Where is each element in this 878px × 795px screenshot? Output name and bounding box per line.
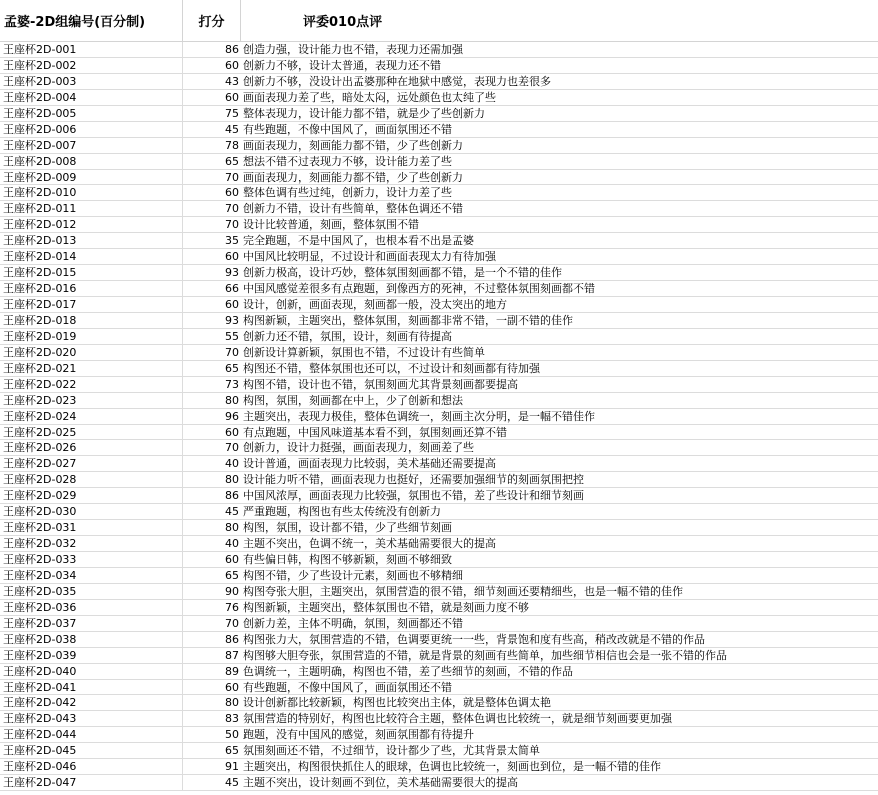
cell-comment[interactable]: 有些跑题，不像中国风了，画面氛围还不错 xyxy=(243,122,452,136)
table-row xyxy=(0,90,878,106)
cell-comment[interactable]: 主题突出，构图很快抓住人的眼球，色调也比较统一，刻画也到位，是一幅不错的佳作 xyxy=(243,760,661,774)
cell-comment[interactable]: 氛围营造的特别好，构图也比较符合主题，整体色调也比较统一，就是细节刻画要更加强 xyxy=(243,712,672,726)
cell-id[interactable]: 王座杯2D-002 xyxy=(0,58,183,73)
cell-id[interactable]: 王座杯2D-047 xyxy=(0,775,183,790)
cell-id[interactable]: 王座杯2D-009 xyxy=(0,170,183,185)
cell-score[interactable]: 45 xyxy=(225,122,239,136)
cell-score[interactable]: 90 xyxy=(225,584,239,598)
table-row xyxy=(0,695,878,711)
cell-comment[interactable]: 整体色调有些过纯，创新力，设计力差了些 xyxy=(243,186,452,200)
table-row xyxy=(0,265,878,281)
cell-comment[interactable]: 画面表现力，刻画能力都不错，少了些创新力 xyxy=(243,138,463,152)
table-row xyxy=(0,504,878,520)
cell-id[interactable]: 王座杯2D-037 xyxy=(0,616,183,631)
table-row xyxy=(0,680,878,696)
cell-comment[interactable]: 设计能力听不错，画面表现力也挺好，还需要加强细节的刻画氛围把控 xyxy=(243,473,584,487)
cell-score[interactable]: 60 xyxy=(225,250,239,264)
cell-id[interactable]: 王座杯2D-011 xyxy=(0,201,183,216)
cell-id[interactable]: 王座杯2D-043 xyxy=(0,711,183,726)
cell-comment[interactable]: 构图夸张大胆，主题突出，氛围营造的很不错，细节刻画还要精细些，也是一幅不错的佳作 xyxy=(243,584,683,598)
cell-score[interactable]: 86 xyxy=(225,43,239,56)
cell-id[interactable]: 王座杯2D-025 xyxy=(0,425,183,440)
cell-score[interactable]: 76 xyxy=(225,600,239,614)
table-row xyxy=(0,727,878,743)
cell-id[interactable]: 王座杯2D-034 xyxy=(0,568,183,583)
table-row xyxy=(0,170,878,186)
cell-comment[interactable]: 有些偏日韩，构图不够新颖，刻画不够细致 xyxy=(243,553,452,566)
cell-id[interactable]: 王座杯2D-016 xyxy=(0,281,183,296)
cell-id[interactable]: 王座杯2D-041 xyxy=(0,680,183,695)
cell-id[interactable]: 王座杯2D-004 xyxy=(0,90,183,105)
table-row xyxy=(0,711,878,727)
table-row xyxy=(0,217,878,233)
table-row xyxy=(0,249,878,265)
cell-id[interactable]: 王座杯2D-031 xyxy=(0,520,183,535)
cell-comment[interactable]: 构图张力大，氛围营造的不错，色调要更统一一些，背景饱和度有些高，稍改改就是不错的作品 xyxy=(243,632,705,646)
cell-id[interactable]: 王座杯2D-014 xyxy=(0,249,183,264)
cell-comment[interactable]: 色调统一，主题明确，构图也不错，差了些细节的刻画，不错的作品 xyxy=(243,664,573,678)
cell-score[interactable]: 78 xyxy=(225,138,239,152)
cell-score[interactable]: 70 xyxy=(225,441,239,455)
cell-comment[interactable]: 严重跑题，构图也有些太传统没有创新力 xyxy=(243,505,441,519)
table-row xyxy=(0,568,878,584)
cell-id[interactable]: 王座杯2D-013 xyxy=(0,233,183,248)
cell-comment[interactable]: 创新力，设计力挺强，画面表现力，刻画差了些 xyxy=(243,441,474,455)
cell-comment[interactable]: 创新力差，主体不明确，氛围，刻画都还不错 xyxy=(243,616,463,630)
table-row xyxy=(0,313,878,329)
header-row xyxy=(0,0,878,42)
cell-score[interactable]: 70 xyxy=(225,616,239,630)
cell-score[interactable]: 86 xyxy=(225,489,239,503)
table-row xyxy=(0,154,878,170)
cell-comment[interactable]: 创新力极高，设计巧妙，整体氛围刻画都不错，是一个不错的佳作 xyxy=(243,266,562,280)
cell-id[interactable]: 王座杯2D-046 xyxy=(0,759,183,774)
cell-comment[interactable]: 创新力不够，没设计出孟婆那种在地狱中感觉，表现力也差很多 xyxy=(243,74,551,88)
cell-score[interactable]: 75 xyxy=(225,106,239,120)
cell-score[interactable]: 60 xyxy=(225,425,239,439)
cell-id[interactable]: 王座杯2D-019 xyxy=(0,329,183,344)
cell-comment[interactable]: 整体表现力，设计能力都不错，就是少了些创新力 xyxy=(243,106,485,120)
cell-score[interactable]: 60 xyxy=(225,298,239,311)
cell-id[interactable]: 王座杯2D-032 xyxy=(0,536,183,551)
cell-comment[interactable]: 氛围刻画还不错，不过细节，设计都少了些，尤其背景太简单 xyxy=(243,744,540,758)
cell-comment[interactable]: 创新力不错，设计有些简单，整体色调还不错 xyxy=(243,202,463,216)
table-row xyxy=(0,409,878,425)
table-row xyxy=(0,42,878,58)
table-row xyxy=(0,233,878,249)
cell-score[interactable]: 70 xyxy=(225,218,239,232)
cell-score[interactable]: 60 xyxy=(225,58,239,72)
cell-id[interactable]: 王座杯2D-033 xyxy=(0,552,183,567)
cell-id[interactable]: 王座杯2D-001 xyxy=(0,42,183,57)
cell-score[interactable]: 60 xyxy=(225,186,239,200)
cell-score[interactable]: 93 xyxy=(225,313,239,327)
cell-score[interactable]: 43 xyxy=(225,74,239,88)
table-row xyxy=(0,648,878,664)
cell-id[interactable]: 王座杯2D-008 xyxy=(0,154,183,169)
cell-comment[interactable]: 设计，创新，画面表现，刻画都一般，没太突出的地方 xyxy=(243,298,507,311)
cell-score[interactable]: 89 xyxy=(225,664,239,678)
cell-id[interactable]: 王座杯2D-010 xyxy=(0,185,183,200)
table-row xyxy=(0,520,878,536)
table-row xyxy=(0,281,878,297)
cell-score[interactable]: 65 xyxy=(225,744,239,758)
cell-score[interactable]: 50 xyxy=(225,728,239,742)
cell-score[interactable]: 60 xyxy=(225,553,239,566)
cell-score[interactable]: 80 xyxy=(225,393,239,407)
table-row xyxy=(0,393,878,409)
cell-id[interactable]: 王座杯2D-018 xyxy=(0,313,183,328)
table-row xyxy=(0,775,878,791)
table-body xyxy=(0,42,878,791)
cell-id[interactable]: 王座杯2D-028 xyxy=(0,472,183,487)
cell-score[interactable]: 80 xyxy=(225,473,239,487)
cell-comment[interactable]: 构图不错，少了些设计元素，刻画也不够精细 xyxy=(243,568,463,582)
cell-id[interactable]: 王座杯2D-015 xyxy=(0,265,183,280)
cell-score[interactable]: 83 xyxy=(225,712,239,726)
cell-comment[interactable]: 画面表现力差了些，暗处太闷，远处颜色也太纯了些 xyxy=(243,90,496,104)
cell-id[interactable]: 王座杯2D-024 xyxy=(0,409,183,424)
cell-comment[interactable]: 构图新颖，主题突出，整体氛围，刻画都非常不错，一副不错的佳作 xyxy=(243,313,573,327)
cell-score[interactable]: 45 xyxy=(225,505,239,519)
cell-comment[interactable]: 中国风感觉差很多有点跑题，到像西方的死神，不过整体氛围刻画都不错 xyxy=(243,282,595,296)
cell-score[interactable]: 66 xyxy=(225,282,239,296)
cell-comment[interactable]: 设计普通，画面表现力比较弱，美术基础还需要提高 xyxy=(243,457,496,471)
table-row xyxy=(0,122,878,138)
table-row xyxy=(0,759,878,775)
cell-score[interactable]: 73 xyxy=(225,377,239,391)
cell-comment[interactable]: 构图够大胆夸张，氛围营造的不错，就是背景的刻画有些简单，加些细节相信也会是一张不错的作品 xyxy=(243,648,727,662)
cell-id[interactable]: 王座杯2D-039 xyxy=(0,648,183,663)
table-row xyxy=(0,632,878,648)
cell-score[interactable]: 70 xyxy=(225,345,239,359)
cell-id[interactable]: 王座杯2D-003 xyxy=(0,74,183,89)
table-row xyxy=(0,440,878,456)
cell-score[interactable]: 40 xyxy=(225,537,239,551)
table-row xyxy=(0,345,878,361)
cell-id[interactable]: 王座杯2D-036 xyxy=(0,600,183,615)
cell-comment[interactable]: 创新力不够，设计太普通，表现力还不错 xyxy=(243,58,441,72)
cell-id[interactable]: 王座杯2D-029 xyxy=(0,488,183,503)
cell-score[interactable]: 55 xyxy=(225,329,239,343)
cell-id[interactable]: 王座杯2D-022 xyxy=(0,377,183,392)
table-row xyxy=(0,536,878,552)
table-row xyxy=(0,58,878,74)
cell-score[interactable]: 96 xyxy=(225,409,239,423)
cell-comment[interactable]: 主题不突出，色调不统一，美术基础需要很大的提高 xyxy=(243,537,496,551)
cell-comment[interactable]: 完全跑题，不是中国风了，也根本看不出是孟婆 xyxy=(243,234,474,248)
table-row xyxy=(0,297,878,313)
cell-id[interactable]: 王座杯2D-030 xyxy=(0,504,183,519)
cell-comment[interactable]: 跑题，没有中国风的感觉，刻画氛围都有待提升 xyxy=(243,728,474,742)
table-row xyxy=(0,584,878,600)
cell-id[interactable]: 王座杯2D-045 xyxy=(0,743,183,758)
table-row xyxy=(0,552,878,568)
cell-score[interactable]: 80 xyxy=(225,696,239,710)
cell-comment[interactable]: 创新力还不错，氛围，设计，刻画有待提高 xyxy=(243,329,452,343)
header-comment[interactable]: 评委010点评 xyxy=(303,15,383,30)
cell-comment[interactable]: 创造力强，设计能力也不错，表现力还需加强 xyxy=(243,43,463,56)
header-id[interactable]: 孟婆-2D组编号(百分制) xyxy=(0,0,183,41)
cell-score[interactable]: 86 xyxy=(225,632,239,646)
cell-id[interactable]: 王座杯2D-006 xyxy=(0,122,183,137)
cell-comment[interactable]: 主题突出，表现力极佳，整体色调统一，刻画主次分明，是一幅不错佳作 xyxy=(243,409,595,423)
cell-id[interactable]: 王座杯2D-040 xyxy=(0,664,183,679)
cell-comment[interactable]: 构图，氛围，设计都不错，少了些细节刻画 xyxy=(243,521,452,535)
cell-id[interactable]: 王座杯2D-044 xyxy=(0,727,183,742)
table-row xyxy=(0,600,878,616)
table-row xyxy=(0,616,878,632)
cell-id[interactable]: 王座杯2D-035 xyxy=(0,584,183,599)
cell-id[interactable]: 王座杯2D-023 xyxy=(0,393,183,408)
table-row xyxy=(0,377,878,393)
cell-comment[interactable]: 有点跑题，中国风味道基本看不到，氛围刻画还算不错 xyxy=(243,425,507,439)
cell-id[interactable]: 王座杯2D-017 xyxy=(0,297,183,312)
cell-score[interactable]: 70 xyxy=(225,202,239,216)
cell-comment[interactable]: 主题不突出，设计刻画不到位，美术基础需要很大的提高 xyxy=(243,776,518,790)
table-row xyxy=(0,74,878,90)
cell-comment[interactable]: 构图，氛围，刻画都在中上，少了创新和想法 xyxy=(243,393,463,407)
table-row xyxy=(0,743,878,759)
cell-comment[interactable]: 构图新颖，主题突出，整体氛围也不错，就是刻画力度不够 xyxy=(243,600,529,614)
cell-id[interactable]: 王座杯2D-021 xyxy=(0,361,183,376)
cell-comment[interactable]: 设计创新都比较新颖，构图也比较突出主体，就是整体色调太艳 xyxy=(243,696,551,710)
table-row xyxy=(0,185,878,201)
cell-id[interactable]: 王座杯2D-007 xyxy=(0,138,183,153)
cell-id[interactable]: 王座杯2D-027 xyxy=(0,456,183,471)
cell-comment[interactable]: 设计比较普通，刻画，整体氛围不错 xyxy=(243,218,419,232)
cell-id[interactable]: 王座杯2D-026 xyxy=(0,440,183,455)
table-row xyxy=(0,472,878,488)
cell-score[interactable]: 65 xyxy=(225,154,239,168)
cell-comment[interactable]: 想法不错不过表现力不够，设计能力差了些 xyxy=(243,154,452,168)
table-row xyxy=(0,138,878,154)
cell-score[interactable]: 93 xyxy=(225,266,239,280)
table-row xyxy=(0,106,878,122)
cell-score[interactable]: 70 xyxy=(225,170,239,184)
header-score[interactable]: 打分 xyxy=(183,0,241,41)
cell-score[interactable]: 80 xyxy=(225,521,239,535)
cell-comment[interactable]: 有些跑题，不像中国风了，画面氛围还不错 xyxy=(243,680,452,694)
table-row xyxy=(0,329,878,345)
cell-comment[interactable]: 构图不错，设计也不错，氛围刻画尤其背景刻画都要提高 xyxy=(243,377,518,391)
cell-score[interactable]: 87 xyxy=(225,648,239,662)
cell-score[interactable]: 65 xyxy=(225,361,239,375)
table-row xyxy=(0,425,878,441)
cell-id[interactable]: 王座杯2D-020 xyxy=(0,345,183,360)
cell-comment[interactable]: 画面表现力，刻画能力都不错，少了些创新力 xyxy=(243,170,463,184)
table-row xyxy=(0,361,878,377)
cell-score[interactable]: 45 xyxy=(225,776,239,790)
cell-id[interactable]: 王座杯2D-042 xyxy=(0,695,183,710)
cell-comment[interactable]: 中国风比较明显，不过设计和画面表现太力有待加强 xyxy=(243,250,496,264)
cell-score[interactable]: 40 xyxy=(225,457,239,471)
cell-score[interactable]: 91 xyxy=(225,760,239,774)
cell-comment[interactable]: 中国风浓厚，画面表现力比较强，氛围也不错，差了些设计和细节刻画 xyxy=(243,489,584,503)
cell-id[interactable]: 王座杯2D-005 xyxy=(0,106,183,121)
cell-score[interactable]: 65 xyxy=(225,568,239,582)
cell-id[interactable]: 王座杯2D-038 xyxy=(0,632,183,647)
table-row xyxy=(0,664,878,680)
table-row xyxy=(0,201,878,217)
cell-score[interactable]: 35 xyxy=(225,234,239,248)
cell-comment[interactable]: 构图还不错，整体氛围也还可以，不过设计和刻画都有待加强 xyxy=(243,361,540,375)
cell-comment[interactable]: 创新设计算新颖，氛围也不错，不过设计有些简单 xyxy=(243,345,485,359)
table-row xyxy=(0,488,878,504)
cell-score[interactable]: 60 xyxy=(225,680,239,694)
table-row xyxy=(0,456,878,472)
cell-score[interactable]: 60 xyxy=(225,90,239,104)
cell-id[interactable]: 王座杯2D-012 xyxy=(0,217,183,232)
